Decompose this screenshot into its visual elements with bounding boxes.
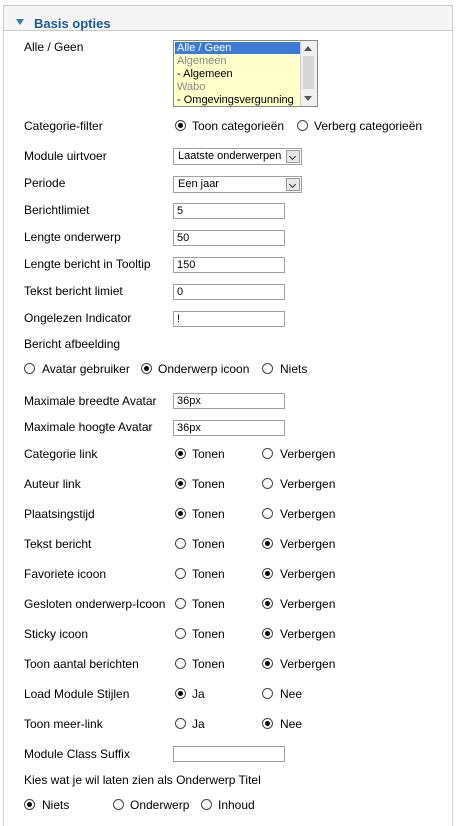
max-hoogte-input[interactable]: 36px [173,420,285,436]
toggle-row-label: Toon meer-link [24,717,103,731]
radio-label: Toon categorieën [192,119,285,133]
radio-label: Tonen [192,567,225,581]
max-breedte-label: Maximale breedte Avatar [24,394,157,408]
module-uitvoer-label: Module uirtvoer [24,149,107,163]
module-uitvoer-select[interactable] [173,148,302,165]
radio-label: Verbergen [280,627,336,641]
radio-label: Tonen [192,507,225,521]
radio-option-off[interactable] [262,478,273,489]
radio-label: Verbergen [280,597,336,611]
radio-label: Ja [192,717,205,731]
radio-label: Tonen [192,447,225,461]
radio-label: Tonen [192,627,225,641]
toggle-row-label: Sticky icoon [24,627,89,641]
radio-label: Niets [280,362,308,376]
radio-label: Onderwerp icoon [158,362,250,376]
radio-verberg-categorieen[interactable] [297,120,308,131]
list-scrollbar[interactable] [300,41,317,106]
radio-label: Tonen [192,537,225,551]
radio-label: Onderwerp [130,798,190,812]
radio-option-off[interactable] [262,718,273,729]
class-suffix-label: Module Class Suffix [24,747,130,761]
filter-list-label: Alle / Geen [24,40,84,54]
radio-titel-niets[interactable] [24,799,35,810]
max-breedte-input[interactable]: 36px [173,393,285,409]
radio-label: Ja [192,687,205,701]
radio-option-off[interactable] [262,658,273,669]
toggle-row-label: Plaatsingstijd [24,507,95,521]
berichtlimiet-label: Berichtlimiet [24,203,90,217]
radio-label: Nee [280,717,303,731]
section-title[interactable]: Basis opties [34,16,111,31]
toggle-row-label: Auteur link [24,477,81,491]
class-suffix-input[interactable] [173,746,285,762]
category-multiselect[interactable] [173,40,318,107]
toggle-row-label: Gesloten onderwerp-Icoon [24,597,166,611]
periode-select[interactable] [173,176,302,193]
toggle-row-label: Favoriete icoon [24,567,107,581]
radio-option-on[interactable] [175,658,186,669]
radio-option-on[interactable] [175,448,186,459]
list-option[interactable]: - Algemeen [177,68,233,80]
select-value: Een jaar [178,178,219,190]
categorie-filter-label: Categorie-filter [24,119,103,133]
radio-titel-onderwerp[interactable] [113,799,124,810]
radio-label: Nee [280,687,303,701]
radio-option-off[interactable] [262,568,273,579]
lengte-onderwerp-input[interactable]: 50 [173,230,285,246]
tekst-limiet-label: Tekst bericht limiet [24,284,123,298]
radio-label: Verbergen [280,537,336,551]
toggle-row-label: Toon aantal berichten [24,657,139,671]
radio-label: Verberg categorieën [314,119,423,133]
bericht-afbeelding-label: Bericht afbeelding [24,337,121,351]
lengte-tooltip-input[interactable]: 150 [173,257,285,273]
list-option[interactable]: - Omgevingsvergunning [177,94,294,106]
titel-keuze-label: Kies wat je wil laten zien als Onderwerp Titel [24,773,261,787]
radio-label: Verbergen [280,477,336,491]
radio-label: Inhoud [218,798,255,812]
radio-label: Verbergen [280,567,336,581]
radio-option-on[interactable] [175,538,186,549]
select-value: Laatste onderwerpen [178,150,282,162]
periode-label: Periode [24,176,66,190]
ongelezen-label: Ongelezen Indicator [24,311,132,325]
radio-option-on[interactable] [175,478,186,489]
toggle-row-label: Tekst bericht [24,537,92,551]
max-hoogte-label: Maximale hoogte Avatar [24,420,153,434]
collapse-arrow-icon[interactable] [16,19,24,25]
radio-label: Verbergen [280,507,336,521]
scroll-up-icon[interactable] [304,46,312,51]
section-header[interactable] [4,6,452,31]
radio-option-on[interactable] [175,598,186,609]
radio-option-on[interactable] [175,688,186,699]
radio-label: Verbergen [280,657,336,671]
radio-onderwerp-icoon[interactable] [141,363,152,374]
radio-toon-categorieen[interactable] [175,120,186,131]
chevron-down-icon[interactable] [286,178,300,191]
chevron-down-icon[interactable] [286,150,300,163]
radio-label: Tonen [192,597,225,611]
list-option[interactable]: Algemeen [177,55,227,67]
toggle-row-label: Load Module Stijlen [24,687,130,701]
scroll-thumb[interactable] [303,56,314,89]
radio-titel-inhoud[interactable] [201,799,212,810]
radio-option-off[interactable] [262,628,273,639]
tekst-limiet-input[interactable]: 0 [173,284,285,300]
radio-label: Tonen [192,657,225,671]
radio-niets[interactable] [262,363,273,374]
radio-option-on[interactable] [175,568,186,579]
ongelezen-input[interactable]: ! [173,311,285,327]
radio-label: Avatar gebruiker [42,362,130,376]
radio-option-off[interactable] [262,538,273,549]
radio-option-on[interactable] [175,508,186,519]
list-option[interactable]: Wabo [177,81,206,93]
radio-option-off[interactable] [262,508,273,519]
berichtlimiet-input[interactable]: 5 [173,203,285,219]
radio-avatar-gebruiker[interactable] [24,363,35,374]
scroll-down-icon[interactable] [304,96,312,101]
radio-option-on[interactable] [175,718,186,729]
list-option[interactable]: Alle / Geen [175,42,302,54]
radio-label: Verbergen [280,447,336,461]
radio-label: Niets [42,798,70,812]
radio-option-off[interactable] [262,598,273,609]
radio-option-on[interactable] [175,628,186,639]
lengte-tooltip-label: Lengte bericht in Tooltip [24,257,151,271]
radio-label: Tonen [192,477,225,491]
toggle-row-label: Categorie link [24,447,98,461]
radio-option-off[interactable] [262,448,273,459]
lengte-onderwerp-label: Lengte onderwerp [24,230,121,244]
radio-option-off[interactable] [262,688,273,699]
